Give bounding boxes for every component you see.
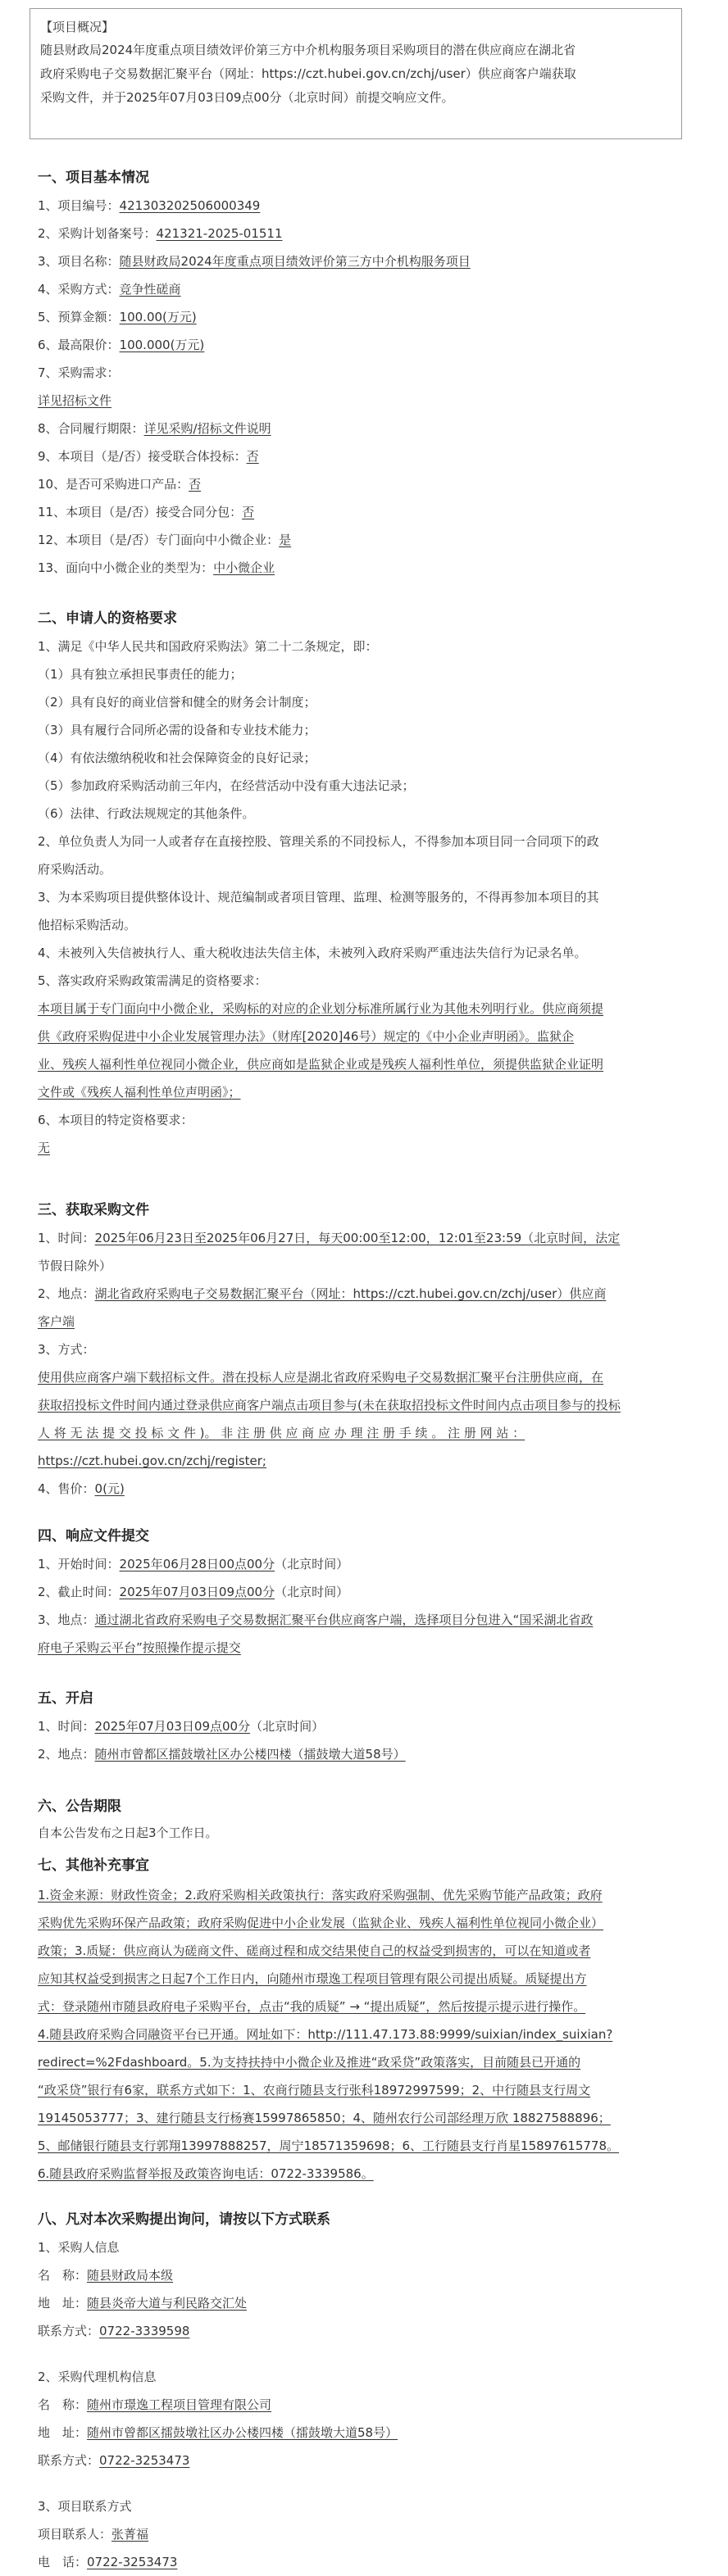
section1-title: 一、项目基本情况 <box>38 170 149 186</box>
submission-place-line-2: 府电子采购云平台”按照操作提示提交 <box>38 1640 241 1655</box>
agency-address-value: 随州市曾都区擂鼓墩社区办公楼四楼（擂鼓墩大道58号） <box>87 2425 398 2440</box>
qualification-line: （1）具有独立承担民事责任的能力； <box>38 667 243 682</box>
field-label: 4、采购方式： <box>38 282 120 297</box>
field-label: 2、采购计划备案号： <box>38 226 157 241</box>
project-name-row <box>38 252 471 270</box>
qualification-line: （5）参加政府采购活动前三年内，在经营活动中没有重大违法记录； <box>38 778 415 793</box>
supplementary-line: 应知其权益受到损害之日起7个工作日内，向随州市璟逸工程项目管理有限公司提出质疑。质疑提出方 <box>38 1971 587 1986</box>
project-overview-box <box>30 8 682 139</box>
supplementary-block <box>38 1881 690 2188</box>
supplementary-line: 6.随县政府采购监督举报及政策咨询电话：0722-3339586。 <box>38 2166 374 2181</box>
section7-title: 七、其他补充事宜 <box>38 1857 149 1874</box>
field-label: 4、售价： <box>38 1481 95 1496</box>
qualification-line: （2）具有良好的商业信誉和健全的财务会计制度； <box>38 695 316 710</box>
submission-place-line <box>38 1606 690 1634</box>
max-price-value: 100.000(万元) <box>119 338 205 352</box>
overview-line: 采购文件，并于2025年07月03日09点00分（北京时间）前提交响应文件。 <box>40 90 454 105</box>
submission-start-line <box>38 1550 690 1578</box>
sme-dedicated-value: 是 <box>279 533 292 547</box>
field-label: 地 址： <box>38 2296 88 2311</box>
submission-deadline-line <box>38 1578 690 1606</box>
agency-name-value: 随州市璟逸工程项目管理有限公司 <box>87 2397 272 2412</box>
field-label: 电 话： <box>38 2555 88 2569</box>
overview-line: 政府采购电子交易数据汇聚平台（网址：https://czt.hubei.gov.cn/zchj/user）供应商客户端获取 <box>40 66 576 81</box>
max-price-row <box>38 336 204 354</box>
buyer-tel-line <box>38 2317 690 2345</box>
obtain-time-line <box>38 1224 690 1252</box>
special-qualification-label: 6、本项目的特定资格要求： <box>38 1113 193 1127</box>
section8-title: 八、凡对本次采购提出询问，请按以下方式联系 <box>38 2211 330 2228</box>
field-label: 3、地点： <box>38 1612 95 1627</box>
obtain-documents-block <box>38 1224 690 1503</box>
notice-period-text: 自本公告发布之日起3个工作日。 <box>38 1825 218 1840</box>
qualification-line: （3）具有履行合同所必需的设备和专业技术能力； <box>38 723 316 737</box>
qualification-line: 府采购活动。 <box>38 862 112 877</box>
buyer-address-value: 随县炎帝大道与利民路交汇处 <box>87 2296 248 2311</box>
section5-title: 五、开启 <box>38 1690 93 1707</box>
register-url-link[interactable]: https://czt.hubei.gov.cn/zchj/register; <box>38 1454 266 1468</box>
supplementary-line: redirect=%2Fdashboard。5.为支持扶持中小微企业及推进“政采贷”政策落实，目前随县已开通的 <box>38 2055 581 2070</box>
field-label: 5、预算金额： <box>38 310 120 324</box>
budget-value: 100.00(万元) <box>119 310 197 324</box>
policy-line: 供《政府采购促进中小企业发展管理办法》（财库[2020]46号）规定的《中小企业声明函》。监狱企 <box>38 1029 574 1044</box>
timezone-note: （北京时间） <box>275 1557 349 1571</box>
obtain-time-line-2: 节假日除外） <box>38 1259 112 1273</box>
field-label: 1、项目编号： <box>38 198 120 213</box>
submission-deadline-value: 2025年07月03日09点00分 <box>119 1585 275 1599</box>
policy-line: 本项目属于专门面向中小微企业，采购标的对应的企业划分标准所属行业为其他未列明行业。供应商须提 <box>38 1001 604 1016</box>
buyer-tel-value: 0722-3339598 <box>99 2324 190 2338</box>
opening-time-line <box>38 1712 690 1740</box>
obtain-place-value: 湖北省政府采购电子交易数据汇聚平台（网址：https://czt.hubei.gov.cn/zchj/user）供应商 <box>94 1286 607 1301</box>
field-label: 1、时间： <box>38 1231 95 1245</box>
field-label: 名 称： <box>38 2397 88 2412</box>
agency-tel-value: 0722-3253473 <box>99 2453 190 2468</box>
supplementary-line: 1.资金来源：财政性资金；2.政府采购相关政策执行：落实政府采购强制、优先采购节能产品政策；政府 <box>38 1888 603 1903</box>
qualification-line: （4）有依法缴纳税收和社会保障资金的良好记录； <box>38 751 316 765</box>
price-line <box>38 1475 690 1503</box>
method-line: 获取招投标文件时间内通过登录供应商客户端点击项目参与(未在获取招投标文件时间内点击项目参与的投标 <box>38 1398 621 1413</box>
field-label: 名 称： <box>38 2268 88 2283</box>
requirement-detail-link[interactable]: 详见招标文件 <box>38 393 112 408</box>
agency-info-title: 2、采购代理机构信息 <box>38 2370 157 2384</box>
supplementary-line: “政采贷”银行有6家，联系方式如下：1、农商行随县支行张科18972997599；2、中行随县支行周文 <box>38 2083 591 2098</box>
method-line: 使用供应商客户端下载招标文件。潜在投标人应是湖北省政府采购电子交易数据汇聚平台注册供应商，在 <box>38 1370 604 1385</box>
requirement-row <box>38 364 120 382</box>
consortium-row <box>38 447 259 465</box>
field-label: 2、地点： <box>38 1747 95 1762</box>
field-label: 12、本项目（是/否）专门面向中小微企业： <box>38 533 280 547</box>
agency-tel-line <box>38 2447 690 2474</box>
supplementary-line: 式：登录随州市随县政府电子采购平台，点击“我的质疑” → “提出质疑”，然后按提示提示进行操作。 <box>38 1999 586 2014</box>
plan-record-row <box>38 224 283 243</box>
section2-title: 二、申请人的资格要求 <box>38 610 177 627</box>
opening-place-value: 随州市曾都区擂鼓墩社区办公楼四楼（擂鼓墩大道58号） <box>94 1747 406 1762</box>
procurement-method-value: 竞争性磋商 <box>119 282 181 297</box>
financing-platform-link[interactable]: 4.随县政府采购合同融资平台已开通。网址如下：http://111.47.173.88:9999/suixian/index_suixian? <box>38 2027 613 2042</box>
timezone-note: （北京时间） <box>275 1585 349 1599</box>
plan-record-value: 421321-2025-01511 <box>156 226 283 241</box>
qualification-line: （6）法律、行政法规规定的其他条件。 <box>38 806 255 821</box>
opening-time-value: 2025年07月03日09点00分 <box>94 1719 251 1734</box>
subcontract-row <box>38 503 254 521</box>
sme-dedicated-row <box>38 531 291 549</box>
field-label: 地 址： <box>38 2425 88 2440</box>
section3-title: 三、获取采购文件 <box>38 1202 149 1218</box>
import-value: 否 <box>189 477 202 492</box>
obtain-method-label: 3、方式： <box>38 1342 95 1357</box>
policy-line: 业、残疾人福利性单位视同小微企业，供应商如是监狱企业或是残疾人福利性单位，须提供监狱企业证明 <box>38 1057 604 1072</box>
special-qualification-value: 无 <box>38 1141 51 1155</box>
section6-title: 六、公告期限 <box>38 1798 121 1815</box>
submission-place-value: 通过湖北省政府采购电子交易数据汇聚平台供应商客户端，选择项目分包进入“国采湖北省政 <box>94 1612 594 1627</box>
field-label: 1、开始时间： <box>38 1557 120 1571</box>
agency-name-line <box>38 2391 690 2419</box>
buyer-address-line <box>38 2289 690 2317</box>
supplementary-line: 采购优先采购环保产品政策；政府采购促进中小企业发展（监狱企业、残疾人福利性单位视同小微企业） <box>38 1916 604 1930</box>
field-label: 3、项目名称： <box>38 254 120 269</box>
price-value: 0(元) <box>94 1481 125 1496</box>
policy-line: 文件或《残疾人福利性单位声明函》； <box>38 1085 241 1100</box>
qualification-line: 5、落实政府采购政策需满足的资格要求： <box>38 973 267 988</box>
project-name-value: 随县财政局2024年度重点项目绩效评价第三方中介机构服务项目 <box>119 254 471 269</box>
project-contact-tel-value: 0722-3253473 <box>87 2555 178 2569</box>
project-number-value: 421303202506000349 <box>119 198 261 213</box>
project-number-row <box>38 197 260 215</box>
qualification-line: 1、满足《中华人民共和国政府采购法》第二十二条规定，即： <box>38 639 378 654</box>
supplementary-line: 19145053777；3、建行随县支行杨赛15997865850；4、随州农行公司部经理万欣 18827588896； <box>38 2111 611 2125</box>
buyer-info-title: 1、采购人信息 <box>38 2240 120 2255</box>
budget-row <box>38 308 197 326</box>
supplementary-line: 5、邮储银行随县支行郭翔13997888257，周宁18571359698；6、工行随县支行肖星15897615778。 <box>38 2138 620 2153</box>
field-label: 10、是否可采购进口产品： <box>38 477 189 492</box>
section4-title: 四、响应文件提交 <box>38 1528 149 1544</box>
submission-block <box>38 1550 690 1662</box>
project-contact-person-value: 张菁福 <box>111 2527 149 2542</box>
sme-type-row <box>38 559 275 577</box>
field-label: 1、时间： <box>38 1719 95 1734</box>
supplementary-line: 政策；3.质疑：供应商认为磋商文件、磋商过程和成交结果使自己的权益受到损害的，可以在知道或者 <box>38 1943 591 1958</box>
project-contact-person-line <box>38 2520 690 2548</box>
submission-start-value: 2025年06月28日00点00分 <box>119 1557 275 1571</box>
agency-address-line <box>38 2419 690 2447</box>
field-label: 13、面向中小微企业的类型为： <box>38 560 214 575</box>
field-label: 11、本项目（是/否）接受合同分包： <box>38 505 243 519</box>
buyer-name-value: 随县财政局本级 <box>87 2268 174 2283</box>
opening-block <box>38 1712 690 1768</box>
field-label: 7、采购需求： <box>38 365 120 380</box>
requirement-detail-row <box>38 392 111 410</box>
project-contact-tel-line <box>38 2548 690 2576</box>
field-label: 联系方式： <box>38 2453 100 2468</box>
subcontract-value: 否 <box>242 505 255 519</box>
field-label: 联系方式： <box>38 2324 100 2338</box>
timezone-note: （北京时间） <box>250 1719 325 1734</box>
buyer-name-line <box>38 2261 690 2289</box>
contract-period-row <box>38 420 271 438</box>
project-contact-title: 3、项目联系方式 <box>38 2499 132 2514</box>
field-label: 2、地点： <box>38 1286 95 1301</box>
opening-place-line <box>38 1740 690 1768</box>
field-label: 8、合同履行期限： <box>38 421 144 436</box>
contract-period-value: 详见采购/招标文件说明 <box>143 421 271 436</box>
qualification-list <box>38 633 690 1162</box>
qualification-line: 3、为本采购项目提供整体设计、规范编制或者项目管理、监理、检测等服务的，不得再参加本项目的其 <box>38 890 599 905</box>
obtain-time-value: 2025年06月23日至2025年06月27日，每天00:00至12:00，12:01至23:59（北京时间，法定 <box>94 1231 621 1245</box>
contact-block <box>38 2234 690 2576</box>
qualification-line: 4、未被列入失信被执行人、重大税收违法失信主体，未被列入政府采购严重违法失信行为记录名单。 <box>38 946 587 960</box>
procurement-method-row <box>38 280 181 298</box>
sme-type-value: 中小微企业 <box>213 560 275 575</box>
obtain-place-line <box>38 1280 690 1308</box>
consortium-value: 否 <box>246 449 259 464</box>
field-label: 项目联系人： <box>38 2527 112 2542</box>
overview-line: 随县财政局2024年度重点项目绩效评价第三方中介机构服务项目采购项目的潜在供应商应在湖北省 <box>40 43 576 57</box>
field-label: 9、本项目（是/否）接受联合体投标： <box>38 449 247 464</box>
import-row <box>38 475 201 493</box>
obtain-place-line-2: 客户端 <box>38 1314 75 1329</box>
field-label: 2、截止时间： <box>38 1585 120 1599</box>
qualification-line: 他招标采购活动。 <box>38 918 137 932</box>
qualification-line: 2、单位负责人为同一人或者存在直接控股、管理关系的不同投标人，不得参加本项目同一合同项下的政 <box>38 834 599 849</box>
method-line: 人 将 无 法 提 交 投 标 文 件 )。 非 注 册 供 应 商 应 办 理 注 册 手 续 。 注 册 网 站 ： <box>38 1426 526 1440</box>
overview-title: 【项目概况】 <box>40 20 115 34</box>
field-label: 6、最高限价： <box>38 338 120 352</box>
